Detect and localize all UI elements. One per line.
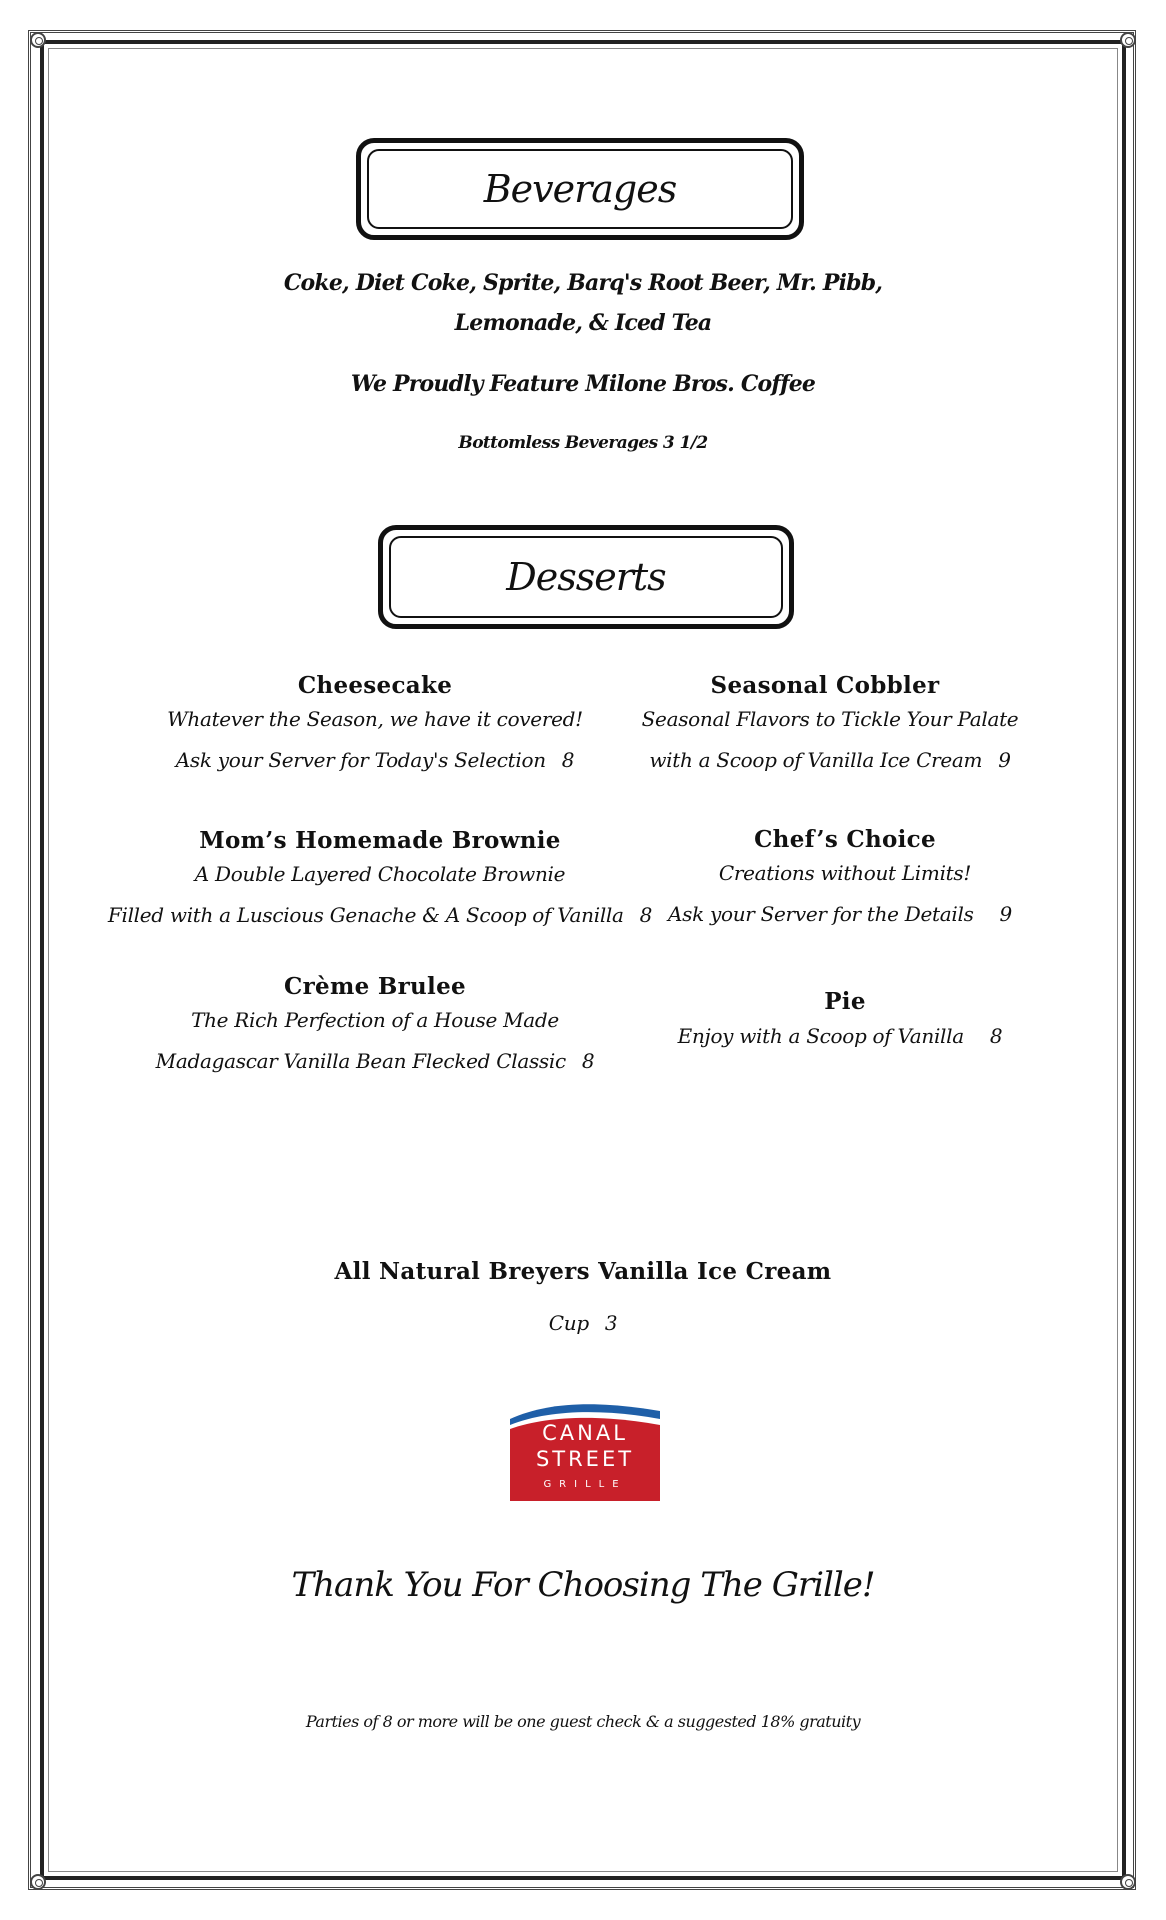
dessert-desc-price-line [125, 748, 625, 772]
desserts-heading-frame [378, 525, 794, 629]
ice-cream-price: 3 [604, 1311, 618, 1335]
desserts-heading: Desserts [506, 555, 666, 599]
dessert-desc-price-line [620, 902, 1060, 926]
thank-you-message: Thank You For Choosing The Grille! [291, 1565, 875, 1605]
gratuity-note: Parties of 8 or more will be one guest check & a suggested 18% gratuity [305, 1712, 861, 1731]
dessert-desc: Ask your Server for Today's Selection [175, 748, 546, 772]
dessert-desc: Creations without Limits! [718, 861, 972, 885]
dessert-desc-price-line [115, 1049, 635, 1073]
ice-cream-price-line [0, 1311, 1166, 1335]
logo-text-grille: GRILLE [543, 1479, 627, 1490]
dessert-desc: The Rich Perfection of a House Made [191, 1008, 559, 1032]
beverages-list-line-1: Coke, Diet Coke, Sprite, Barq's Root Beer, Mr. Pibb, [283, 270, 883, 296]
dessert-desc-price-line [620, 1024, 1060, 1048]
canal-street-grille-logo [510, 1397, 660, 1501]
dessert-desc-price-line [100, 903, 660, 927]
ice-cream-title: All Natural Breyers Vanilla Ice Cream [334, 1258, 832, 1285]
dessert-desc: A Double Layered Chocolate Brownie [194, 862, 566, 886]
dessert-name-chefs-choice: Chef’s Choice [754, 826, 936, 853]
beverages-list-line-2: Lemonade, & Iced Tea [454, 310, 712, 336]
dessert-name-cheesecake: Cheesecake [297, 672, 453, 699]
corner-ornament-icon [30, 32, 46, 48]
dessert-price: 8 [581, 1049, 595, 1073]
dessert-name-brownie: Mom’s Homemade Brownie [199, 827, 561, 854]
ice-cream-size: Cup [548, 1311, 589, 1335]
logo-text-street: STREET [535, 1447, 635, 1471]
dessert-price: 9 [998, 748, 1011, 772]
dessert-desc-price-line [590, 748, 1070, 772]
coffee-feature: We Proudly Feature Milone Bros. Coffee [350, 371, 816, 397]
dessert-desc: with a Scoop of Vanilla Ice Cream [649, 748, 983, 772]
corner-ornament-icon [1120, 32, 1136, 48]
bottomless-beverages: Bottomless Beverages 3 1/2 [458, 433, 708, 453]
dessert-name-creme-brulee: Crème Brulee [284, 973, 466, 1000]
dessert-name-pie: Pie [824, 988, 866, 1015]
dessert-price: 9 [999, 902, 1012, 926]
dessert-price: 8 [639, 903, 653, 927]
dessert-desc: Seasonal Flavors to Tickle Your Palate [641, 707, 1019, 731]
dessert-name-seasonal-cobbler: Seasonal Cobbler [710, 672, 940, 699]
dessert-price: 8 [989, 1024, 1003, 1048]
corner-ornament-icon [30, 1874, 46, 1890]
logo-text-canal: CANAL [542, 1421, 628, 1445]
dessert-price: 8 [561, 748, 575, 772]
dessert-desc: Enjoy with a Scoop of Vanilla [677, 1024, 964, 1048]
dessert-desc: Ask your Server for the Details [668, 902, 974, 926]
dessert-desc: Filled with a Luscious Genache & A Scoop of Vanilla [107, 903, 624, 927]
beverages-heading-frame [356, 138, 804, 240]
dessert-desc: Whatever the Season, we have it covered! [167, 707, 583, 731]
corner-ornament-icon [1120, 1874, 1136, 1890]
dessert-desc: Madagascar Vanilla Bean Flecked Classic [155, 1049, 566, 1073]
beverages-heading: Beverages [483, 167, 677, 211]
